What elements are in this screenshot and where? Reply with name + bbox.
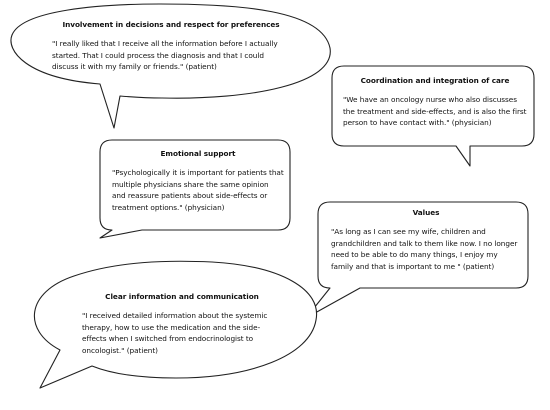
bubble-emotional	[112, 149, 284, 213]
bubble-coordination-title: Coordination and integration of care	[360, 76, 510, 85]
bubble-coordination-quote: "We have an oncology nurse who also discusses the treatment and side-effects, and is also the first person to have contact with." (physician)	[343, 95, 527, 127]
bubble-values-title: Values	[412, 208, 440, 217]
bubble-emotional-quote: "Psychologically it is important for patients that multiple physicians share the same opinion and reassure patients about side-effects or treatment options." (physician)	[112, 168, 284, 212]
bubble-information-title: Clear information and communication	[105, 292, 259, 301]
bubble-information	[82, 292, 282, 356]
bubble-involvement-title: Involvement in decisions and respect for preferences	[62, 20, 280, 29]
bubble-information-quote: "I received detailed information about the systemic therapy, how to use the medication and the side-effects when I switched from endocrinologist to oncologist." (patient)	[82, 311, 268, 355]
bubble-involvement	[52, 20, 290, 73]
bubble-emotional-title: Emotional support	[160, 149, 236, 158]
bubble-coordination	[343, 76, 527, 129]
bubble-values-quote: "As long as I can see my wife, children and grandchildren and talk to them like now. I no longer need to be able to do many things, I enjoy my family and that is important to me " (patient)	[331, 227, 518, 271]
bubble-involvement-quote: "I really liked that I receive all the information before I actually started. That I could process the diagnosis and that I could discuss it with my family or friends." (patient)	[52, 39, 278, 71]
bubble-values	[331, 208, 521, 272]
